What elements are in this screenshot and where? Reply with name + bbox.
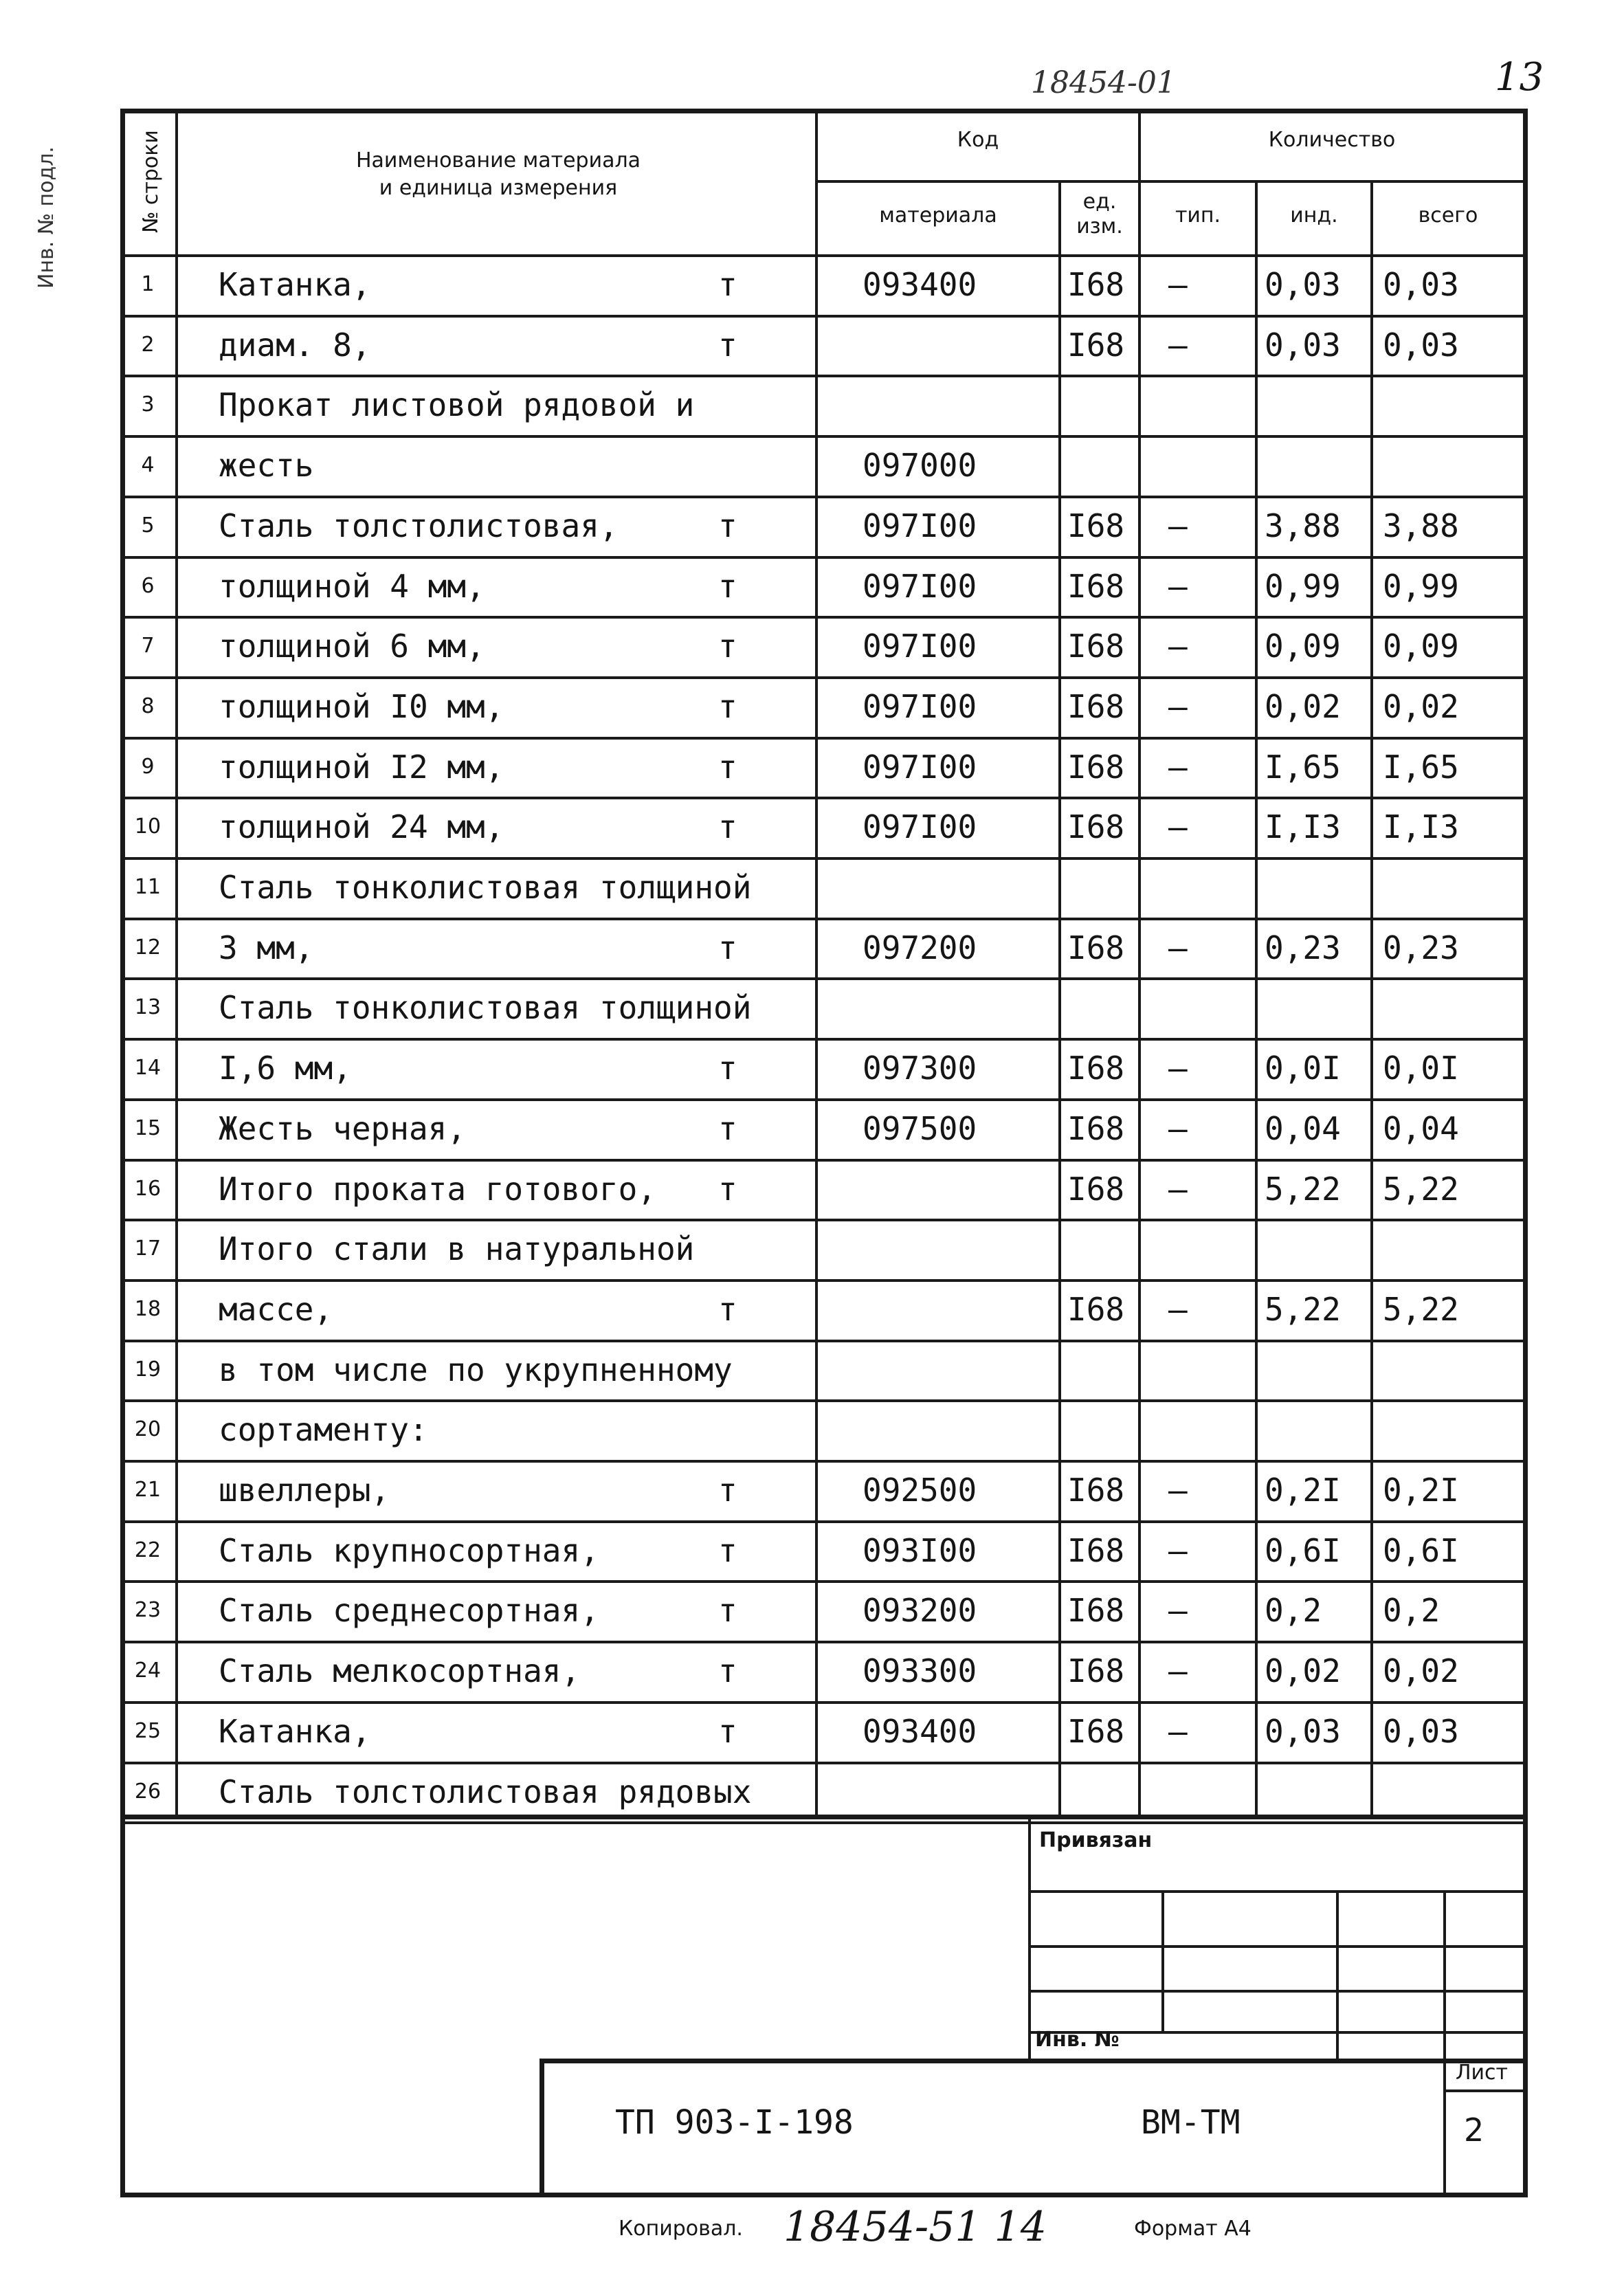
header-material: материала: [879, 203, 997, 228]
header-quantity: Количество: [1268, 128, 1396, 152]
material-code: 093400: [863, 266, 977, 303]
material-code: 093300: [863, 1652, 977, 1689]
material-name: Сталь толстолистовая рядовых: [219, 1773, 752, 1810]
row-number: 11: [134, 875, 162, 899]
material-code: 097I00: [863, 688, 977, 725]
ind-value: I,I3: [1265, 808, 1341, 845]
row-number: 24: [134, 1659, 162, 1683]
material-name: швеллеры,: [219, 1472, 390, 1509]
material-name: Жесть черная,: [219, 1110, 467, 1147]
sheet-label: Лист: [1456, 2061, 1509, 2085]
row-divider: [120, 1399, 1528, 1402]
ind-value: 3,88: [1265, 507, 1341, 544]
material-name: Сталь тонколистовая толщиной: [219, 869, 752, 906]
total-value: 5,22: [1383, 1171, 1459, 1208]
material-code: 097000: [863, 447, 977, 484]
row-number: 8: [141, 694, 155, 718]
row-divider: [120, 1038, 1528, 1041]
total-value: 0,03: [1383, 326, 1459, 364]
row-divider: [120, 1159, 1528, 1162]
material-name: Сталь тонколистовая толщиной: [219, 989, 752, 1026]
unit-code: I68: [1067, 326, 1125, 364]
unit-code: I68: [1067, 1291, 1125, 1328]
material-code: 097500: [863, 1110, 977, 1147]
row-number: 17: [134, 1237, 162, 1261]
row-divider: [120, 737, 1528, 740]
material-code: 097I00: [863, 808, 977, 845]
ind-value: 0,2: [1265, 1592, 1322, 1629]
mass-unit: т: [718, 1713, 737, 1750]
ind-value: 0,99: [1265, 568, 1341, 605]
material-name: Прокат листовой рядовой и: [219, 386, 695, 423]
row-divider: [120, 1340, 1528, 1342]
mass-unit: т: [718, 1110, 737, 1147]
tied-label: Привязан: [1039, 1828, 1153, 1852]
row-number: 4: [141, 453, 155, 477]
typ-value: –: [1168, 507, 1188, 544]
header-name: Наименование материала: [355, 148, 641, 173]
copied-label: Копировал.: [619, 2217, 743, 2241]
ind-value: 0,2I: [1265, 1472, 1341, 1509]
total-value: 5,22: [1383, 1291, 1459, 1328]
mass-unit: т: [718, 1652, 737, 1689]
typ-value: –: [1168, 929, 1188, 966]
row-number: 21: [134, 1478, 162, 1502]
row-number: 7: [141, 634, 155, 658]
typ-value: –: [1168, 1652, 1188, 1689]
material-name: Сталь толстолистовая,: [219, 507, 619, 544]
total-value: 0,2I: [1383, 1472, 1459, 1509]
typ-value: –: [1168, 1592, 1188, 1629]
top-stamp-number: 18454-01: [1031, 65, 1176, 100]
row-number: 16: [134, 1177, 162, 1201]
ind-value: 5,22: [1265, 1291, 1341, 1328]
row-number: 9: [141, 755, 155, 779]
material-name: толщиной I0 мм,: [219, 688, 504, 725]
unit-code: I68: [1067, 628, 1125, 665]
mass-unit: т: [718, 628, 737, 665]
material-name: Итого стали в натуральной: [219, 1230, 695, 1267]
material-code: 097I00: [863, 628, 977, 665]
material-name: Катанка,: [219, 266, 371, 303]
total-value: 0,99: [1383, 568, 1459, 605]
total-value: 0,03: [1383, 1713, 1459, 1750]
material-name: массе,: [219, 1291, 333, 1328]
row-number: 25: [134, 1719, 162, 1743]
typ-value: –: [1168, 1291, 1188, 1328]
header-row-no: № строки: [139, 130, 163, 233]
total-value: 0,2: [1383, 1592, 1441, 1629]
unit-code: I68: [1067, 1171, 1125, 1208]
typ-value: –: [1168, 326, 1188, 364]
material-name: диам. 8,: [219, 326, 371, 364]
ind-value: 0,02: [1265, 1652, 1341, 1689]
total-value: I,I3: [1383, 808, 1459, 845]
total-value: 0,02: [1383, 688, 1459, 725]
mass-unit: т: [718, 1050, 737, 1087]
row-divider: [120, 1279, 1528, 1282]
unit-code: I68: [1067, 688, 1125, 725]
row-number: 15: [134, 1116, 162, 1140]
mass-unit: т: [718, 808, 737, 845]
row-number: 1: [141, 272, 155, 296]
ind-value: 0,03: [1265, 266, 1341, 303]
typ-value: –: [1168, 266, 1188, 303]
ind-value: 0,03: [1265, 326, 1341, 364]
header-code: Код: [957, 128, 999, 152]
total-value: I,65: [1383, 749, 1459, 786]
row-divider: [120, 676, 1528, 679]
material-code: 097I00: [863, 749, 977, 786]
row-divider: [120, 1641, 1528, 1643]
material-name: толщиной I2 мм,: [219, 749, 504, 786]
total-value: 0,23: [1383, 929, 1459, 966]
unit-code: I68: [1067, 1050, 1125, 1087]
row-divider: [120, 616, 1528, 619]
material-name: Сталь мелкосортная,: [219, 1652, 581, 1689]
unit-code: I68: [1067, 1592, 1125, 1629]
row-divider: [120, 1219, 1528, 1221]
ind-value: 0,0I: [1265, 1050, 1341, 1087]
row-number: 26: [134, 1779, 162, 1804]
row-number: 20: [134, 1417, 162, 1441]
typ-value: –: [1168, 1110, 1188, 1147]
row-divider: [120, 1520, 1528, 1523]
mass-unit: т: [718, 326, 737, 364]
material-code: 097300: [863, 1050, 977, 1087]
row-number: 12: [134, 935, 162, 960]
total-value: 0,04: [1383, 1110, 1459, 1147]
unit-code: I68: [1067, 1532, 1125, 1569]
row-divider: [120, 496, 1528, 498]
row-number: 6: [141, 574, 155, 598]
ind-value: 5,22: [1265, 1171, 1341, 1208]
material-code: 097I00: [863, 568, 977, 605]
mass-unit: т: [718, 568, 737, 605]
row-divider: [120, 435, 1528, 438]
row-divider: [120, 1098, 1528, 1101]
material-code: 097200: [863, 929, 977, 966]
row-divider: [120, 797, 1528, 799]
row-number: 18: [134, 1297, 162, 1321]
mass-unit: т: [718, 1472, 737, 1509]
header-unit: ед. изм.: [1076, 190, 1123, 239]
material-name: жесть: [219, 447, 314, 484]
row-number: 3: [141, 392, 155, 417]
material-code: 093200: [863, 1592, 977, 1629]
row-divider: [120, 1701, 1528, 1704]
row-divider: [120, 1460, 1528, 1463]
total-value: 0,0I: [1383, 1050, 1459, 1087]
typ-value: –: [1168, 808, 1188, 845]
unit-code: I68: [1067, 749, 1125, 786]
typ-value: –: [1168, 1050, 1188, 1087]
format-label: Формат А4: [1134, 2217, 1252, 2241]
typ-value: –: [1168, 1171, 1188, 1208]
row-divider: [120, 1580, 1528, 1583]
header-ind: инд.: [1290, 203, 1338, 228]
total-value: 0,6I: [1383, 1532, 1459, 1569]
material-name: толщиной 4 мм,: [219, 568, 485, 605]
row-number: 2: [141, 333, 155, 357]
typ-value: –: [1168, 1532, 1188, 1569]
material-name: сортаменту:: [219, 1411, 428, 1448]
row-divider: [120, 315, 1528, 318]
row-divider: [120, 556, 1528, 559]
total-value: 0,03: [1383, 266, 1459, 303]
header-total: всего: [1418, 203, 1478, 228]
ind-value: 0,02: [1265, 688, 1341, 725]
row-number: 10: [134, 814, 162, 839]
row-number: 19: [134, 1357, 162, 1382]
row-number: 14: [134, 1056, 162, 1080]
ind-value: 0,23: [1265, 929, 1341, 966]
material-name: в том числе по укрупненному: [219, 1351, 733, 1388]
ind-value: 0,09: [1265, 628, 1341, 665]
left-margin-note: Инв. № подл.: [34, 146, 58, 289]
material-name: Сталь среднесортная,: [219, 1592, 599, 1629]
page-corner-number: 13: [1495, 55, 1544, 100]
unit-code: I68: [1067, 1713, 1125, 1750]
ind-value: I,65: [1265, 749, 1341, 786]
typ-value: –: [1168, 568, 1188, 605]
row-number: 22: [134, 1538, 162, 1562]
row-divider: [120, 977, 1528, 980]
material-code: 093I00: [863, 1532, 977, 1569]
unit-code: I68: [1067, 808, 1125, 845]
material-name: Катанка,: [219, 1713, 371, 1750]
typ-value: –: [1168, 1472, 1188, 1509]
ind-value: 0,6I: [1265, 1532, 1341, 1569]
row-number: 23: [134, 1598, 162, 1622]
typ-value: –: [1168, 688, 1188, 725]
material-name: 3 мм,: [219, 929, 314, 966]
doc-mark: ВМ-ТМ: [1141, 2103, 1241, 2142]
total-value: 0,02: [1383, 1652, 1459, 1689]
row-divider: [120, 1762, 1528, 1764]
row-divider: [120, 375, 1528, 377]
material-code: 093400: [863, 1713, 977, 1750]
mass-unit: т: [718, 1291, 737, 1328]
total-value: 3,88: [1383, 507, 1459, 544]
doc-code: ТП 903-I-198: [615, 2103, 854, 2142]
unit-code: I68: [1067, 1472, 1125, 1509]
material-code: 092500: [863, 1472, 977, 1509]
mass-unit: т: [718, 1592, 737, 1629]
row-divider: [120, 918, 1528, 920]
typ-value: –: [1168, 628, 1188, 665]
header-name-2: и единица измерения: [379, 176, 618, 200]
unit-code: I68: [1067, 266, 1125, 303]
mass-unit: т: [718, 1171, 737, 1208]
unit-code: I68: [1067, 568, 1125, 605]
unit-code: I68: [1067, 1110, 1125, 1147]
row-number: 5: [141, 513, 155, 537]
mass-unit: т: [718, 688, 737, 725]
copied-handwritten: 18454-51 14: [783, 2203, 1047, 2251]
material-name: Итого проката готового,: [219, 1171, 656, 1208]
total-value: 0,09: [1383, 628, 1459, 665]
row-divider: [120, 1821, 1528, 1824]
inv-label: Инв. №: [1035, 2028, 1120, 2052]
unit-code: I68: [1067, 929, 1125, 966]
mass-unit: т: [718, 266, 737, 303]
typ-value: –: [1168, 1713, 1188, 1750]
typ-value: –: [1168, 749, 1188, 786]
unit-code: I68: [1067, 507, 1125, 544]
row-number: 13: [134, 995, 162, 1019]
mass-unit: т: [718, 749, 737, 786]
row-divider: [120, 857, 1528, 860]
material-name: толщиной 6 мм,: [219, 628, 485, 665]
header-typ: тип.: [1175, 203, 1221, 228]
ind-value: 0,03: [1265, 1713, 1341, 1750]
material-name: толщиной 24 мм,: [219, 808, 504, 845]
ind-value: 0,04: [1265, 1110, 1341, 1147]
material-name: Сталь крупносортная,: [219, 1532, 599, 1569]
sheet-number: 2: [1464, 2111, 1484, 2149]
mass-unit: т: [718, 929, 737, 966]
material-name: I,6 мм,: [219, 1050, 352, 1087]
material-code: 097I00: [863, 507, 977, 544]
unit-code: I68: [1067, 1652, 1125, 1689]
mass-unit: т: [718, 507, 737, 544]
mass-unit: т: [718, 1532, 737, 1569]
